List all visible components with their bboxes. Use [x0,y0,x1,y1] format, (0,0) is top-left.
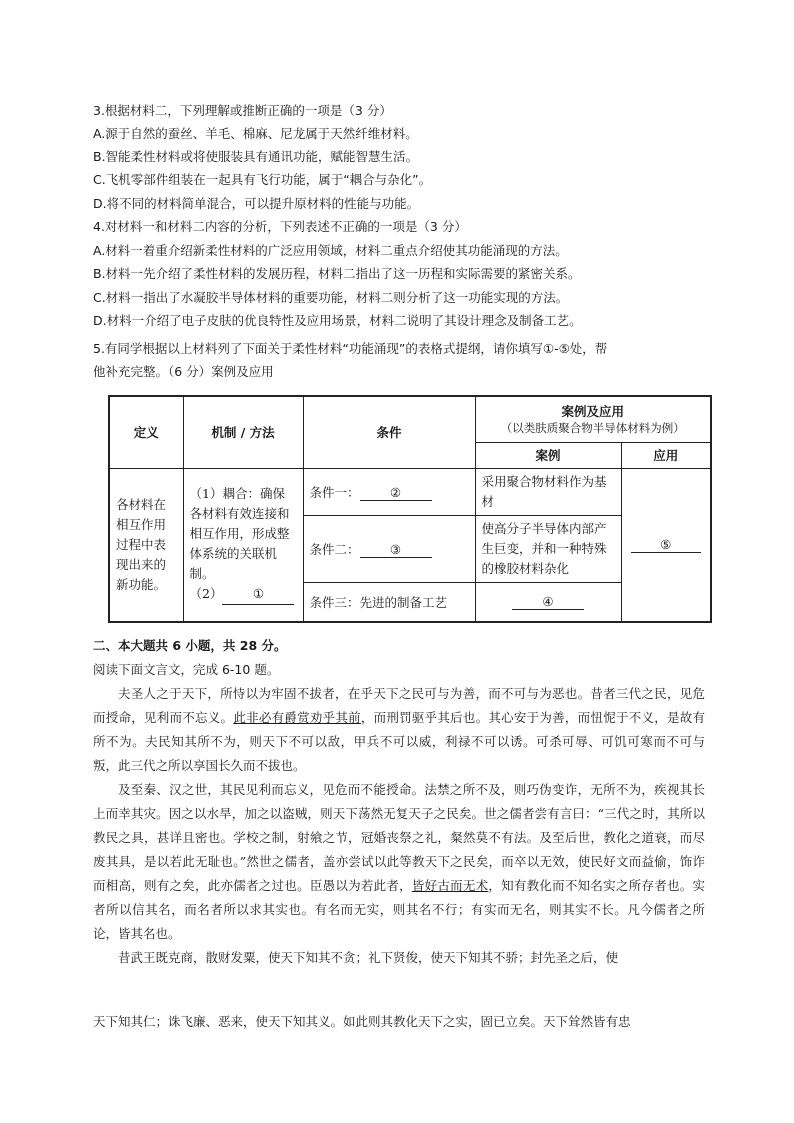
passage-paragraph-2 [93,778,705,946]
mechanism-second-label: （2） [189,586,223,602]
section-2-instruction: 阅读下面文言文，完成 6-10 题。 [93,662,280,677]
passage-p2-text-a: 及至秦、汉之世，其民见利而忘义，见危而不能授命。法禁之所不及，则巧伪变诈，无所不为，疾视其长上而幸其灾。因之以水旱，加之以盗贼，则天下荡然无复天子之民矣。世之儒者尝有言曰：“三代之时，其所以教民之具，甚详且密也。学校之制，射飨之节，冠婚丧祭之礼，粲然莫不有法。及至后世，教化之道衰，而尽废其具，是以若此无耻也。”然世之儒者，盖亦尝试以此等教天下之民矣，而卒以无效，使民好文而益偷，饰诈而相高，则有之矣，此亦儒者之过也。臣愚以为若此者， [93,782,705,893]
case-1-cell: 采用聚合物材料作为基材 [475,468,621,515]
blank-5: ⑤ [631,537,701,553]
q3-stem: 3.根据材料二，下列理解或推断正确的一项是（3 分） [93,103,392,118]
passage-p2-underlined: 皆好古而无术 [411,878,489,893]
case-2-cell: 使高分子半导体内部产生巨变，并和一种特殊的橡胶材料杂化 [475,515,621,582]
passage-continuation: 天下知其仁；诛飞廉、恶来，使天下知其义。如此则其教化天下之实，固已立矣。天下耸然皆有忠 [93,1014,631,1029]
application-cell [621,468,711,622]
mechanism-cell [183,468,303,622]
header-definition: 定义 [109,396,183,468]
blank-4: ④ [512,594,584,610]
section-2-heading: 二、本大题共 6 小题，共 28 分。 [93,638,287,653]
q3-option-d: D.将不同的材料简单混合，可以提升原材料的性能与功能。 [93,196,420,211]
passage-p1-text-a: 夫圣人之于天下，所恃以为牢固不拔者，在乎天下之民可与为善，而不可与为恶也。昔者三代之民，见危而授命，见利而不忘义。 [93,686,705,725]
q3-option-a: A.源于自然的蚕丝、羊毛、棉麻、尼龙属于天然纤维材料。 [93,126,418,141]
q5-stem-line2: 他补充完整。（6 分）案例及应用 [93,364,274,379]
q3-option-c: C.飞机零部件组装在一起具有飞行功能，属于“耦合与杂化”。 [93,172,432,187]
blank-1: ① [222,584,294,605]
q4-option-c: C.材料一指出了水凝胶半导体材料的重要功能，材料二则分析了这一功能实现的方法。 [93,290,569,305]
header-case-application [475,396,711,442]
passage-p1-underlined: 此非必有爵赏劝乎其前 [233,710,361,725]
header-case: 案例 [475,442,621,468]
mechanism-second [190,584,297,605]
blank-3: ③ [360,542,432,558]
passage-paragraph-1 [93,682,705,778]
passage [93,682,705,970]
q3-option-b: B.智能柔性材料或将使服装具有通讯功能，赋能智慧生活。 [93,149,419,164]
passage-p2-text-b: ，知有教化而不知名实之所存者也。实者所以信其名，而名者所以求其实也。有名而无实，则其名不行；有实而无名，则其实不长。凡今儒者之所论，皆其名也。 [93,878,705,941]
condition-1-cell [303,468,475,515]
q4-stem: 4.对材料一和材料二内容的分析，下列表述不正确的一项是（3 分） [93,219,467,234]
header-case-application-subtitle: （以类肤质聚合物半导体材料为例） [500,421,685,436]
condition-1-label: 条件一： [309,484,360,500]
condition-3-cell: 条件三：先进的制备工艺 [303,582,475,622]
passage-paragraph-3: 昔武王既克商，散财发粟，使天下知其不贪；礼下贤俊，使天下知其不骄；封先圣之后，使 [118,950,619,965]
header-mechanism: 机制 / 方法 [183,396,303,468]
mechanism-coupling: （1）耦合：确保各材料有效连接和相互作用，形成整体系统的关联机制。 [189,486,290,582]
condition-2-label: 条件二： [309,541,360,557]
outline-table [108,395,712,623]
q4-option-a: A.材料一着重介绍新柔性材料的广泛应用领域，材料二重点介绍使其功能涌现的方法。 [93,243,568,258]
definition-cell: 各材料在相互作用过程中表现出来的新功能。 [109,468,183,622]
q4-option-b: B.材料一先介绍了柔性材料的发展历程，材料二指出了这一历程和实际需要的紧密关系。 [93,266,581,281]
passage-p1-text-b: ，而刑罚驱乎其后也。其心安于为善，而忸怩于不义，是故有所不为。夫民知其所不为，则天下不可以敌，甲兵不可以威，利禄不可以诱。可杀可辱、可饥可寒而不可与叛，此三代之所以享国长久而不拔也。 [93,710,705,773]
header-case-application-title: 案例及应用 [561,404,624,420]
condition-2-cell [303,515,475,582]
q5-stem-line1: 5.有同学根据以上材料列了下面关于柔性材料“功能涌现”的表格式提纲，请你填写①-⑤处，帮 [93,341,608,356]
header-application: 应用 [621,442,711,468]
case-3-cell [475,582,621,622]
q4-option-d: D.材料一介绍了电子皮肤的优良特性及应用场景，材料二说明了其设计理念及制备工艺。 [93,313,582,328]
header-condition: 条件 [303,396,475,468]
blank-2: ② [360,485,432,501]
